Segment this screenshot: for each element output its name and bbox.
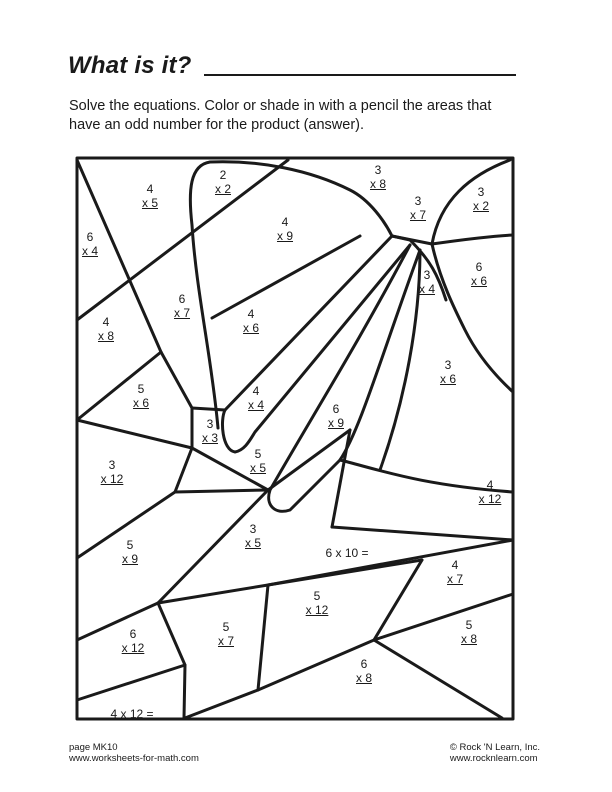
equation-4x9 xyxy=(277,215,293,243)
equation-multiplier: x 7 xyxy=(446,572,464,586)
equation-multiplier: x 8 xyxy=(369,177,387,191)
equation-5x5 xyxy=(250,447,266,475)
equation-factor: 6 xyxy=(332,402,340,416)
region-line xyxy=(175,490,268,492)
region-line xyxy=(332,430,350,527)
equation-multiplier: x 9 xyxy=(121,552,139,566)
page-number: page MK10 xyxy=(69,742,118,753)
equation-6x8 xyxy=(356,657,372,685)
equation-2x2 xyxy=(215,168,231,196)
equation-factor: 2 xyxy=(219,168,227,182)
equation-multiplier: x 6 xyxy=(242,321,260,335)
equation-6x10-inline: 6 x 10 = xyxy=(325,546,369,560)
region-line xyxy=(432,235,513,244)
equation-multiplier: x 2 xyxy=(214,182,232,196)
region-line xyxy=(258,585,268,690)
equation-multiplier: x 2 xyxy=(472,199,490,213)
equation-factor: 4 xyxy=(451,558,459,572)
equation-factor: 5 xyxy=(126,538,134,552)
equation-multiplier: x 4 xyxy=(418,282,436,296)
equation-multiplier: x 6 xyxy=(470,274,488,288)
equation-5x6 xyxy=(133,382,149,410)
region-line xyxy=(158,560,422,603)
region-line xyxy=(185,640,374,718)
equation-factor: 6 xyxy=(360,657,368,671)
equation-factor: 5 xyxy=(254,447,262,461)
equation-5x12 xyxy=(306,589,329,617)
equation-factor: 3 xyxy=(414,194,422,208)
equation-factor: 5 xyxy=(222,620,230,634)
equation-factor: 4 xyxy=(102,315,110,329)
equation-3x6 xyxy=(440,358,456,386)
worksheet-title: What is it? xyxy=(68,52,192,79)
copyright-notice: © Rock 'N Learn, Inc. xyxy=(449,742,540,753)
equation-4x6 xyxy=(243,307,259,335)
equation-factor: 5 xyxy=(465,618,473,632)
equation-3x12 xyxy=(101,458,124,486)
equation-multiplier: x 6 xyxy=(439,372,457,386)
region-line xyxy=(77,665,185,700)
equation-multiplier: x 8 xyxy=(460,632,478,646)
equation-5x8 xyxy=(461,618,477,646)
equation-factor: 3 xyxy=(477,185,485,199)
equation-factor: 5 xyxy=(137,382,145,396)
equation-multiplier: x 7 xyxy=(217,634,235,648)
equation-4x7 xyxy=(447,558,463,586)
equation-factor: 4 xyxy=(146,182,154,196)
equation-4x5 xyxy=(142,182,158,210)
equation-multiplier: x 5 xyxy=(244,536,262,550)
equation-multiplier: x 9 xyxy=(276,229,294,243)
equation-factor: 4 xyxy=(281,215,289,229)
equation-factor: 6 xyxy=(129,627,137,641)
rocknlearn-url: www.rocknlearn.com xyxy=(449,753,538,764)
equation-3x3 xyxy=(202,417,218,445)
equation-6x6 xyxy=(471,260,487,288)
equation-multiplier: x 6 xyxy=(132,396,150,410)
equation-factor: 4 xyxy=(486,478,494,492)
equation-factor: 3 xyxy=(249,522,257,536)
equation-multiplier: x 5 xyxy=(141,196,159,210)
equation-3x2 xyxy=(473,185,489,213)
equation-multiplier: x 4 xyxy=(247,398,265,412)
equation-3x8 xyxy=(370,163,386,191)
equation-6x12 xyxy=(122,627,145,655)
equation-multiplier: x 12 xyxy=(121,641,145,655)
equation-4x8 xyxy=(98,315,114,343)
equation-multiplier: x 7 xyxy=(173,306,191,320)
region-line xyxy=(222,236,410,452)
equation-multiplier: x 4 xyxy=(81,244,99,258)
equation-factor: 6 xyxy=(86,230,94,244)
equation-multiplier: x 7 xyxy=(409,208,427,222)
equation-factor: 3 xyxy=(108,458,116,472)
equation-factor: 3 xyxy=(423,268,431,282)
equation-multiplier: x 8 xyxy=(355,671,373,685)
equation-3x7 xyxy=(410,194,426,222)
equation-multiplier: x 12 xyxy=(305,603,329,617)
footer-right xyxy=(450,742,540,764)
equation-5x9 xyxy=(122,538,138,566)
equation-5x7 xyxy=(218,620,234,648)
worksheets-url: www.worksheets-for-math.com xyxy=(69,753,199,764)
equation-factor: 4 xyxy=(252,384,260,398)
region-line xyxy=(77,160,192,408)
equation-4x12-inline: 4 x 12 = xyxy=(110,707,154,721)
equation-6x4 xyxy=(82,230,98,258)
equation-multiplier: x 12 xyxy=(100,472,124,486)
equation-multiplier: x 12 xyxy=(478,492,502,506)
equation-multiplier: x 9 xyxy=(327,416,345,430)
equation-factor: 4 xyxy=(247,307,255,321)
equation-factor: 5 xyxy=(313,589,321,603)
equation-6x7 xyxy=(174,292,190,320)
equation-4x12 xyxy=(479,478,502,506)
region-line xyxy=(77,603,158,640)
instructions-line-1: Solve the equations. Color or shade in with a pencil the areas that xyxy=(69,98,492,114)
equation-factor: 3 xyxy=(206,417,214,431)
region-line xyxy=(212,236,360,318)
equation-factor: 3 xyxy=(444,358,452,372)
region-line xyxy=(158,603,185,718)
region-line xyxy=(332,527,513,540)
equation-multiplier: x 8 xyxy=(97,329,115,343)
equation-factor: 6 xyxy=(178,292,186,306)
equation-6x9 xyxy=(328,402,344,430)
footer-left xyxy=(69,742,199,764)
region-line xyxy=(374,640,502,718)
equation-multiplier: x 5 xyxy=(249,461,267,475)
equation-factor: 3 xyxy=(374,163,382,177)
equation-3x4 xyxy=(419,268,435,296)
instructions-line-2: have an odd number for the product (answer). xyxy=(69,117,364,133)
region-line xyxy=(374,594,513,640)
equation-3x5 xyxy=(245,522,261,550)
region-line xyxy=(380,250,420,470)
equation-factor: 6 xyxy=(475,260,483,274)
equation-multiplier: x 3 xyxy=(201,431,219,445)
equation-4x4 xyxy=(248,384,264,412)
